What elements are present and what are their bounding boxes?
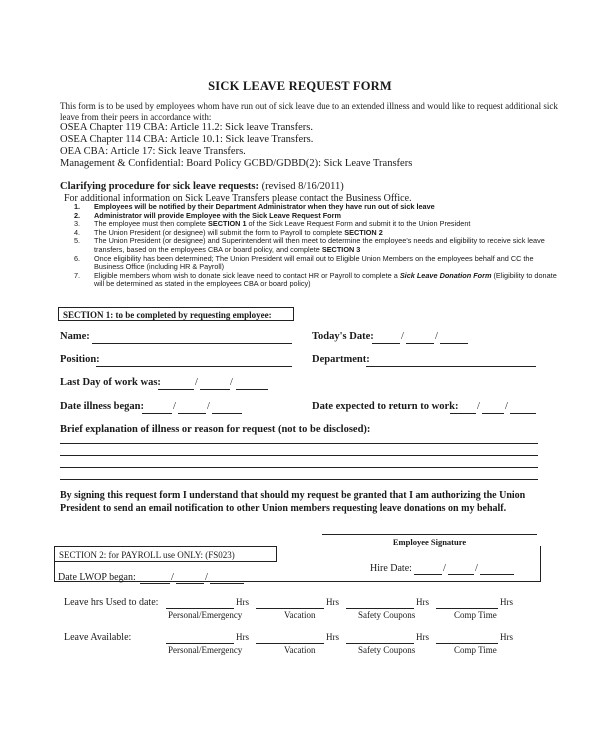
authorization-statement: By signing this request form I understand that should my request be granted that I am authorizing the Union President to send an email notification to other Union members requesting leave donations on my behalf. [60, 490, 526, 514]
column-personal: Personal/Emergency [168, 610, 243, 620]
used-vacation-field[interactable] [256, 608, 324, 609]
procedure-step [62, 255, 562, 272]
brief-line[interactable] [60, 443, 538, 444]
step-text: The employee must then complete [94, 219, 208, 229]
todays-date-label: Today's Date: [312, 331, 374, 342]
department-field[interactable] [366, 366, 536, 367]
step-text: Administrator will provide Employee with the Sick Leave Request Form [94, 210, 341, 220]
chapter-line: OSEA Chapter 114 CBA: Article 10.1: Sick leave Transfers. [60, 134, 314, 145]
hrs-unit: Hrs [326, 597, 339, 607]
last-day-year[interactable] [236, 389, 268, 390]
date-return-month[interactable] [450, 413, 476, 414]
position-field[interactable] [96, 366, 292, 367]
date-illness-year[interactable] [212, 413, 242, 414]
step-text: SECTION 1 [207, 219, 247, 229]
hrs-unit: Hrs [236, 632, 249, 642]
step-number: 3. [74, 219, 81, 229]
hire-month[interactable] [414, 574, 442, 575]
step-text: Sick Leave Donation Form [399, 270, 492, 280]
column-safety: Safety Coupons [358, 610, 416, 620]
form-title: SICK LEAVE REQUEST FORM [208, 79, 392, 93]
lwop-day[interactable] [176, 583, 204, 584]
last-day-label: Last Day of work was: [60, 377, 161, 388]
hire-date-label: Hire Date: [370, 563, 412, 574]
step-text: Eligible members whom wish to donate sick leave need to contact HR or Payroll to complete a [94, 270, 400, 280]
date-return-year[interactable] [510, 413, 536, 414]
date-separator: / [173, 401, 176, 412]
column-personal: Personal/Emergency [168, 645, 243, 655]
procedure-steps [62, 203, 562, 289]
department-label: Department: [312, 354, 370, 365]
used-personal-field[interactable] [166, 608, 234, 609]
brief-line[interactable] [60, 455, 538, 456]
step-number: 1. [74, 202, 81, 211]
todays-date-month[interactable] [372, 343, 400, 344]
chapter-line: OSEA Chapter 119 CBA: Article 11.2: Sick leave Transfers. [60, 122, 313, 133]
step-number: 6. [74, 253, 81, 263]
date-illness-day[interactable] [178, 413, 206, 414]
step-number: 4. [74, 227, 81, 237]
avail-safety-field[interactable] [346, 643, 414, 644]
hire-year[interactable] [480, 574, 514, 575]
section1-header: SECTION 1: to be completed by requesting employee: [58, 307, 294, 321]
clarifying-sub: For additional information on Sick Leave Transfers please contact the Business Office. [64, 193, 412, 204]
clarifying-heading [60, 181, 344, 192]
lwop-label: Date LWOP began: [58, 572, 136, 583]
hrs-unit: Hrs [416, 597, 429, 607]
step-number: 2. [74, 210, 81, 220]
last-day-day[interactable] [200, 389, 230, 390]
procedure-step [62, 272, 562, 289]
step-text: Once eligibility has been determined; The Union President will email out to Eligible Union Members on the employees behalf and CC the Business Office (including HR & Payroll) [94, 253, 534, 272]
step-text: Employees will be notified by their Department Administrator when they have run out of sick leave [94, 202, 435, 211]
date-illness-month[interactable] [142, 413, 172, 414]
chapter-line: OEA CBA: Article 17: Sick leave Transfers. [60, 146, 246, 157]
brief-line[interactable] [60, 467, 538, 468]
date-return-day[interactable] [482, 413, 504, 414]
avail-comp-field[interactable] [436, 643, 498, 644]
lwop-month[interactable] [140, 583, 170, 584]
date-separator: / [205, 572, 208, 583]
column-vacation: Vacation [284, 610, 316, 620]
date-separator: / [443, 563, 446, 574]
hrs-unit: Hrs [416, 632, 429, 642]
used-safety-field[interactable] [346, 608, 414, 609]
name-label: Name: [60, 331, 90, 342]
date-separator: / [505, 401, 508, 412]
procedure-step [62, 237, 562, 254]
date-separator: / [401, 331, 404, 342]
signature-label: Employee Signature [392, 537, 467, 547]
date-separator: / [207, 401, 210, 412]
todays-date-day[interactable] [406, 343, 434, 344]
clarifying-title: Clarifying procedure for sick leave requests: [60, 181, 259, 192]
step-text: of the Sick Leave Request Form and submit it to the Union President [246, 219, 471, 229]
lwop-year[interactable] [210, 583, 244, 584]
signature-field[interactable] [322, 534, 537, 535]
date-separator: / [435, 331, 438, 342]
position-label: Position: [60, 354, 100, 365]
date-separator: / [477, 401, 480, 412]
date-return-label: Date expected to return to work: [312, 401, 459, 412]
leave-available-label: Leave Available: [64, 632, 132, 643]
revised-date: (revised 8/16/2011) [261, 181, 344, 192]
date-separator: / [475, 563, 478, 574]
hrs-unit: Hrs [326, 632, 339, 642]
step-text: The Union President (or designee) will submit the form to Payroll to complete [94, 227, 345, 237]
date-separator: / [230, 377, 233, 388]
step-text: SECTION 3 [321, 244, 361, 254]
step-text: The Union President (or designee) and Superintendent will then meet to determine the employee's needs and eligibility to receive sick leave transfers, based on the employees CBA or board policy, and complete [94, 236, 545, 254]
leave-used-label: Leave hrs Used to date: [64, 597, 159, 608]
last-day-month[interactable] [158, 389, 194, 390]
used-comp-field[interactable] [436, 608, 498, 609]
hrs-unit: Hrs [236, 597, 249, 607]
step-number: 5. [74, 236, 81, 246]
date-separator: / [195, 377, 198, 388]
section2-header: SECTION 2: for PAYROLL use ONLY: (FS023) [54, 546, 277, 562]
column-vacation: Vacation [284, 645, 316, 655]
step-text: SECTION 2 [344, 227, 383, 237]
hire-day[interactable] [448, 574, 474, 575]
chapter-line: Management & Confidential: Board Policy GCBD/GDBD(2): Sick Leave Transfers [60, 158, 413, 169]
step-number: 7. [74, 270, 81, 280]
date-separator: / [171, 572, 174, 583]
avail-vacation-field[interactable] [256, 643, 324, 644]
todays-date-year[interactable] [440, 343, 468, 344]
column-comp: Comp Time [454, 645, 497, 655]
brief-label: Brief explanation of illness or reason for request (not to be disclosed): [60, 424, 371, 435]
intro-text: This form is to be used by employees whom have run out of sick leave due to an extended illness and would like to request additional sick leave from their peers in accordance with: [60, 101, 558, 122]
column-safety: Safety Coupons [358, 645, 416, 655]
hrs-unit: Hrs [500, 632, 513, 642]
step-text: (Eligibility to donate will be determined as stated in the employees CBA or board policy) [94, 270, 557, 289]
column-comp: Comp Time [454, 610, 497, 620]
brief-line[interactable] [60, 479, 538, 480]
name-field[interactable] [92, 343, 292, 344]
hrs-unit: Hrs [500, 597, 513, 607]
date-illness-label: Date illness began: [60, 401, 144, 412]
avail-personal-field[interactable] [166, 643, 234, 644]
